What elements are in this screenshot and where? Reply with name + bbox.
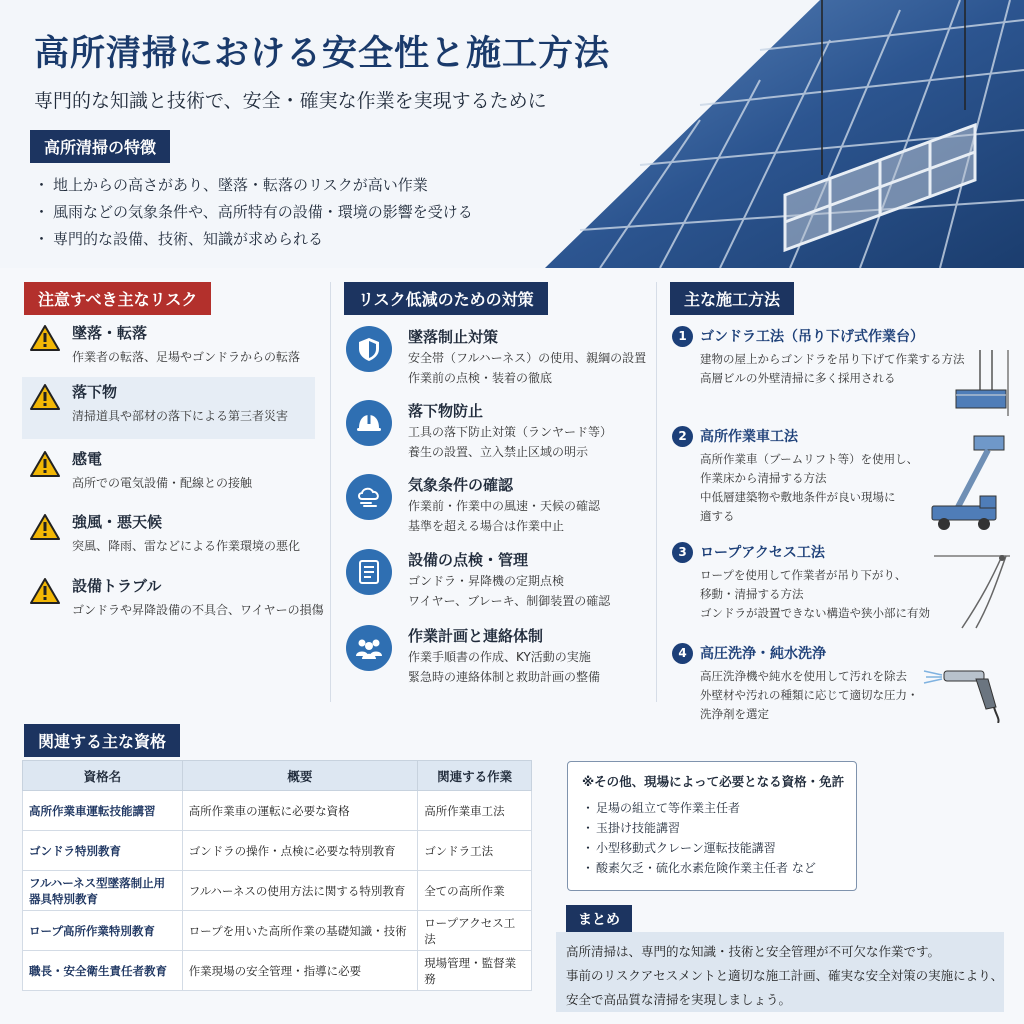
- method-title: 高所作業車工法: [700, 429, 798, 445]
- risks-heading: 注意すべき主なリスク: [24, 282, 211, 315]
- measure-title: 墜落制止対策: [408, 328, 499, 346]
- method-number: 3: [672, 542, 693, 563]
- table-cell: ゴンドラの操作・点検に必要な特別教育: [182, 831, 418, 871]
- risk-item: [22, 571, 324, 633]
- helmet-icon: [346, 400, 392, 446]
- method-desc: 高圧洗浄機や純水を使用して汚れを除去 外壁材や汚れの種類に応じて適切な圧力・ 洗浄剤を選定: [700, 669, 919, 721]
- list-item: ・ 小型移動式クレーン運転技能講習: [582, 838, 816, 858]
- column-header: 資格名: [23, 761, 183, 791]
- measure-item: [346, 474, 646, 544]
- cloud-wind-icon: [346, 474, 392, 520]
- qualifications-table: [22, 760, 532, 991]
- risk-item: [22, 318, 315, 380]
- risk-item: [22, 377, 315, 439]
- method-desc: ロープを使用して作業者が吊り下がり、 移動・清掃する方法 ゴンドラが設置できない構造や狭小部に有効: [700, 568, 930, 620]
- warning-icon: [30, 513, 60, 541]
- measure-desc: 工具の落下防止対策（ランヤード等） 養生の設置、立入禁止区域の明示: [408, 425, 613, 459]
- method-item: [672, 643, 1012, 728]
- features-heading: 高所清掃の特徴: [30, 130, 170, 163]
- risk-title: 感電: [72, 450, 103, 468]
- warning-icon: [30, 450, 60, 478]
- measure-title: 落下物防止: [408, 402, 484, 420]
- risk-desc: 作業者の転落、足場やゴンドラからの転落: [72, 350, 301, 364]
- table-row: [23, 791, 532, 831]
- table-cell: ゴンドラ特別教育: [23, 831, 183, 871]
- gondola-illustration: [950, 350, 1012, 416]
- summary-heading: まとめ: [566, 905, 632, 933]
- table-cell: ゴンドラ工法: [418, 831, 532, 871]
- hero: [0, 0, 1024, 268]
- measure-desc: 作業手順書の作成、KY活動の実施 緊急時の連絡体制と救助計画の整備: [408, 650, 601, 684]
- list-item: ・ 酸素欠乏・硫化水素危険作業主任者 など: [582, 858, 816, 878]
- measure-item: [346, 549, 646, 619]
- column-divider: [330, 282, 331, 702]
- list-item: ・ 地上からの高さがあり、墜落・転落のリスクが高い作業: [34, 172, 473, 199]
- table-row: [23, 831, 532, 871]
- risk-item: [22, 444, 315, 506]
- page-title: 高所清掃における安全性と施工方法: [34, 34, 611, 74]
- method-title: ロープアクセス工法: [700, 545, 825, 561]
- aerial-lift-illustration: [928, 432, 1012, 532]
- risk-desc: 清掃道具や部材の落下による第三者災害: [72, 409, 289, 423]
- method-number: 1: [672, 326, 693, 347]
- table-row: [23, 911, 532, 951]
- measure-title: 気象条件の確認: [408, 476, 514, 494]
- risk-title: 落下物: [72, 383, 118, 401]
- method-item: [672, 542, 1012, 632]
- method-item: [672, 426, 1012, 531]
- summary-text: 高所清掃は、専門的な知識・技術と安全管理が不可欠な作業です。 事前のリスクアセスメントと適切な施工計画、確実な安全対策の実施により、 安全で高品質な清掃を実現しましょう。: [566, 944, 1004, 1007]
- table-cell: ロープ高所作業特別教育: [23, 911, 183, 951]
- table-cell: 高所作業車工法: [418, 791, 532, 831]
- qualifications-heading: 関連する主な資格: [24, 724, 180, 757]
- method-title: 高圧洗浄・純水洗浄: [700, 646, 826, 662]
- table-cell: フルハーネスの使用方法に関する特別教育: [182, 871, 418, 911]
- table-cell: 作業現場の安全管理・指導に必要: [182, 951, 418, 991]
- measure-desc: 安全帯（フルハーネス）の使用、親綱の設置 作業前の点検・装着の徹底: [408, 351, 647, 385]
- measure-item: [346, 400, 646, 470]
- measure-item: [346, 326, 646, 396]
- risk-item: [22, 507, 315, 569]
- risk-title: 設備トラブル: [72, 577, 162, 595]
- method-title: ゴンドラ工法（吊り下げ式作業台）: [700, 329, 924, 345]
- table-cell: ロープを用いた高所作業の基礎知識・技術: [182, 911, 418, 951]
- risk-desc: ゴンドラや昇降設備の不具合、ワイヤーの損傷: [72, 603, 324, 617]
- warning-icon: [30, 383, 60, 411]
- method-desc: 建物の屋上からゴンドラを吊り下げて作業する方法 高層ビルの外壁清掃に多く採用される: [700, 352, 965, 385]
- other-qualifications-list: [582, 798, 816, 878]
- risk-title: 強風・悪天候: [72, 513, 163, 531]
- table-cell: ロープアクセス工法: [418, 911, 532, 951]
- measure-desc: 作業前・作業中の風速・天候の確認 基準を超える場合は作業中止: [408, 499, 601, 533]
- rope-access-illustration: [932, 548, 1012, 632]
- table-cell: 職長・安全衛生責任者教育: [23, 951, 183, 991]
- table-row: [23, 871, 532, 911]
- risk-desc: 突風、降雨、雷などによる作業環境の悪化: [72, 539, 301, 553]
- checklist-icon: [346, 549, 392, 595]
- list-item: ・ 風雨などの気象条件や、高所特有の設備・環境の影響を受ける: [34, 199, 473, 226]
- risk-desc: 高所での電気設備・配線との接触: [72, 476, 253, 490]
- method-item: [672, 326, 1012, 416]
- table-cell: フルハーネス型墜落制止用器具特別教育: [23, 871, 183, 911]
- table-cell: 高所作業車運転技能講習: [23, 791, 183, 831]
- measure-title: 設備の点検・管理: [408, 551, 529, 569]
- measures-heading: リスク低減のための対策: [344, 282, 548, 315]
- list-item: ・ 足場の組立て等作業主任者: [582, 798, 816, 818]
- warning-icon: [30, 324, 60, 352]
- features-list: [34, 172, 473, 253]
- other-qualifications-box: [567, 761, 857, 891]
- method-number: 2: [672, 426, 693, 447]
- risk-title: 墜落・転落: [72, 324, 148, 342]
- warning-icon: [30, 577, 60, 605]
- other-qualifications-title: ※その他、現場によって必要となる資格・免許: [582, 774, 845, 789]
- list-item: ・ 玉掛け技能講習: [582, 818, 816, 838]
- method-number: 4: [672, 643, 693, 664]
- table-header-row: [23, 761, 532, 791]
- measure-title: 作業計画と連絡体制: [408, 627, 544, 645]
- shield-icon: [346, 326, 392, 372]
- column-header: 概要: [182, 761, 418, 791]
- table-cell: 現場管理・監督業務: [418, 951, 532, 991]
- measure-desc: ゴンドラ・昇降機の定期点検 ワイヤー、ブレーキ、制御装置の確認: [408, 574, 611, 608]
- pressure-washer-illustration: [922, 657, 1012, 723]
- team-icon: [346, 625, 392, 671]
- table-row: [23, 951, 532, 991]
- table-cell: 全ての高所作業: [418, 871, 532, 911]
- table-cell: 高所作業車の運転に必要な資格: [182, 791, 418, 831]
- column-header: 関連する作業: [418, 761, 532, 791]
- summary-box: [556, 932, 1004, 1012]
- methods-heading: 主な施工方法: [670, 282, 794, 315]
- measure-item: [346, 625, 646, 695]
- page-subtitle: 専門的な知識と技術で、安全・確実な作業を実現するために: [34, 90, 547, 112]
- column-divider: [656, 282, 657, 702]
- list-item: ・ 専門的な設備、技術、知識が求められる: [34, 226, 473, 253]
- method-desc: 高所作業車（ブームリフト等）を使用し、 作業床から清掃する方法 中低層建築物や敷地条件が良い現場に 適する: [700, 452, 919, 523]
